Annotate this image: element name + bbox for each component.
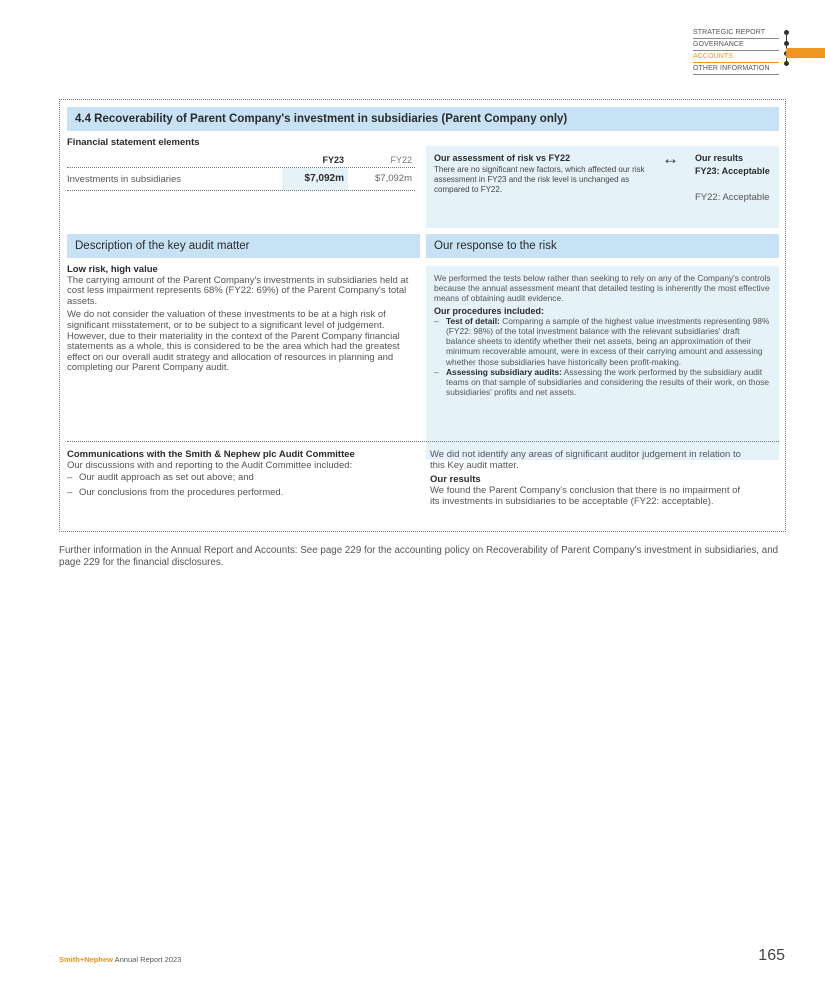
- procedure-text: Comparing a sample of the highest value investments representing 98% (FY22: 98%) of the total investment balance with the relevant subsidiaries' draft balance sheets to identify whether their net assets, being an approximation of their minimum recoverable amount, were in excess of their carrying amount and assessing whether those subsidiaries have historically been profit-making.: [446, 315, 770, 367]
- assessment-text: There are no significant new factors, which affected our risk assessment in FY23 and the risk level is unchanged as compared to FY22.: [434, 165, 645, 194]
- description-para: The carrying amount of the Parent Company's investments in subsidiaries held at cost less impairment represents 68% (FY22: 69%) of the Parent Company's total assets.: [67, 274, 409, 307]
- section-nav: [693, 27, 779, 75]
- description-header: Description of the key audit matter: [67, 234, 420, 258]
- further-information: Further information in the Annual Report and Accounts: See page 229 for the accounting policy on Recoverability of Parent Company's investment in subsidiaries, and page 229 for the financial disclosures.: [59, 545, 779, 568]
- value-fy22: $7,092m: [375, 173, 412, 184]
- communications-block: [67, 449, 415, 502]
- page-number: 165: [758, 947, 785, 964]
- nav-accounts[interactable]: ACCOUNTS: [693, 51, 779, 63]
- col-header-fy22: FY22: [390, 155, 412, 165]
- double-arrow-icon: ↔: [662, 149, 679, 168]
- procedures-title: Our procedures included:: [434, 305, 545, 316]
- list-item: [434, 316, 771, 367]
- results-title: Our results: [695, 153, 744, 163]
- section-title: 4.4 Recoverability of Parent Company's investment in subsidiaries (Parent Company only): [67, 107, 779, 131]
- footer-report-name: [59, 955, 181, 964]
- description-heading: Low risk, high value: [67, 264, 158, 275]
- section-divider: [67, 441, 779, 442]
- procedure-label: Assessing subsidiary audits:: [446, 366, 562, 377]
- procedures-list: [434, 316, 771, 398]
- col-header-fy23: FY23: [322, 155, 344, 165]
- results-fy22: FY22: Acceptable: [695, 192, 770, 203]
- nav-strategic-report[interactable]: STRATEGIC REPORT: [693, 27, 779, 39]
- nav-dot-icon: [784, 61, 789, 66]
- list-item: [434, 367, 771, 398]
- brand-name: Smith+Nephew: [59, 955, 113, 964]
- communications-heading: Communications with the Smith & Nephew plc Audit Committee: [67, 449, 355, 460]
- row-label-investments: Investments in subsidiaries: [67, 174, 182, 185]
- list-item: – Our conclusions from the procedures performed.: [67, 487, 415, 498]
- risk-assessment-panel: [426, 146, 779, 228]
- description-body: [67, 265, 415, 377]
- conclusion-results-title: Our results: [430, 474, 481, 485]
- response-intro: We performed the tests below rather than seeking to rely on any of the Company's controls because the annual assessment meant that detailed testing is inherently the most effective means of obtaining audit evidence.: [434, 273, 771, 304]
- value-fy23: $7,092m: [282, 168, 348, 190]
- procedure-text: Assessing the work performed by the subsidiary audit teams on that sample of subsidiaries and considering the results of their work, on those subsidiaries' profits and net assets.: [446, 366, 770, 398]
- report-title: Annual Report 2023: [112, 955, 182, 964]
- nav-dot-icon: [784, 41, 789, 46]
- response-header: Our response to the risk: [426, 234, 779, 258]
- key-audit-matter-box: [59, 99, 786, 532]
- conclusion-para: We did not identify any areas of significant auditor judgement in relation to this Key audit matter.: [430, 449, 741, 471]
- active-section-tab: [786, 48, 825, 58]
- description-para: We do not consider the valuation of these investments to be at a high risk of significant misstatement, or to be subject to a significant level of judgement. However, due to their materiality in the context of the Parent Company financial statements as a whole, this is considered to be the area which had the greatest effect on our overall audit strategy and allocation of resources in planning and completing our Parent Company audit.: [67, 309, 400, 374]
- conclusion-block: [430, 449, 750, 507]
- procedure-label: Test of detail:: [446, 315, 500, 326]
- response-panel: [426, 266, 779, 460]
- conclusion-results-text: We found the Parent Company's conclusion that there is no impairment of its investments in subsidiaries to be acceptable (FY22: acceptable).: [430, 485, 741, 507]
- assessment-title: Our assessment of risk vs FY22: [434, 153, 571, 163]
- results-fy23: FY23: Acceptable: [695, 166, 770, 176]
- nav-dot-icon: [784, 30, 789, 35]
- list-item: – Our audit approach as set out above; and: [67, 472, 415, 483]
- table-divider: [67, 190, 415, 191]
- nav-governance[interactable]: GOVERNANCE: [693, 39, 779, 51]
- nav-other-information[interactable]: OTHER INFORMATION: [693, 63, 779, 75]
- communications-list: [67, 472, 415, 498]
- communications-intro: Our discussions with and reporting to the Audit Committee included:: [67, 460, 353, 471]
- financial-elements-title: Financial statement elements: [67, 137, 200, 148]
